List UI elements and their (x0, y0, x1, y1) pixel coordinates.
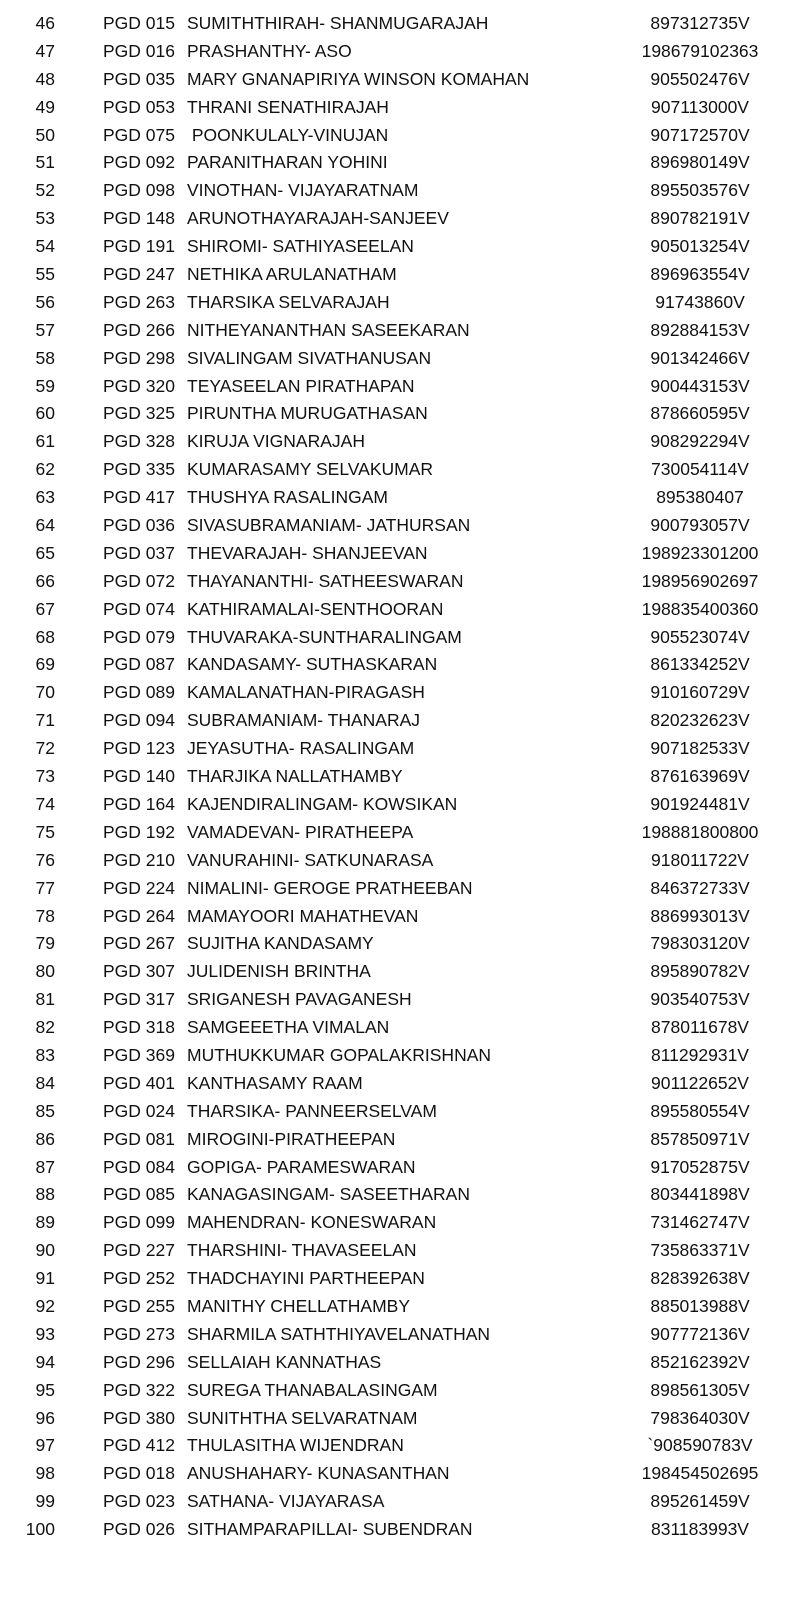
registration-code: PGD 084 (103, 1156, 175, 1177)
student-name: SIVALINGAM SIVATHANUSAN (187, 347, 432, 368)
student-name: THUVARAKA-SUNTHARALINGAM (187, 626, 462, 647)
nic-number: 901342466V (650, 347, 750, 368)
row-number: 47 (35, 40, 55, 61)
student-name: ANUSHAHARY- KUNASANTHAN (187, 1463, 450, 1484)
row-number: 86 (35, 1128, 55, 1149)
nic-number: 878660595V (650, 403, 750, 424)
registration-code: PGD 164 (103, 793, 175, 814)
row-number: 62 (35, 459, 55, 480)
row-number: 88 (35, 1184, 55, 1205)
student-name: SIVASUBRAMANIAM- JATHURSAN (187, 515, 471, 536)
registration-code: PGD 273 (103, 1323, 175, 1344)
nic-number: 897312735V (650, 13, 750, 33)
registration-code: PGD 266 (103, 319, 175, 340)
list-row (0, 903, 806, 931)
list-row (0, 289, 806, 317)
registration-code: PGD 099 (103, 1212, 175, 1233)
nic-number: 901924481V (650, 793, 750, 814)
nic-number: 895380407 (656, 487, 744, 508)
student-name: JEYASUTHA- RASALINGAM (187, 738, 415, 759)
nic-number: 900793057V (650, 515, 750, 536)
nic-number: 918011722V (651, 849, 749, 870)
registration-code: PGD 081 (103, 1128, 175, 1149)
row-number: 59 (35, 375, 55, 396)
nic-number: 895503576V (650, 180, 750, 201)
nic-number: 905013254V (650, 236, 750, 257)
student-name: POONKULALY-VINUJAN (187, 124, 389, 145)
nic-number: 886993013V (650, 905, 750, 926)
student-name: KIRUJA VIGNARAJAH (187, 431, 365, 452)
row-number: 52 (35, 180, 55, 201)
registration-code: PGD 192 (103, 821, 175, 842)
list-row (0, 1098, 806, 1126)
list-row (0, 317, 806, 345)
registration-code: PGD 140 (103, 766, 175, 787)
registration-code: PGD 026 (103, 1519, 175, 1540)
registration-code: PGD 098 (103, 180, 175, 201)
list-row (0, 958, 806, 986)
nic-number: 908292294V (650, 431, 750, 452)
registration-code: PGD 072 (103, 570, 175, 591)
row-number: 57 (35, 319, 55, 340)
registration-code: PGD 412 (103, 1435, 175, 1456)
student-name: SUNITHTHA SELVARATNAM (187, 1407, 418, 1428)
list-row (0, 261, 806, 289)
student-name: THARSHINI- THAVASEELAN (187, 1240, 417, 1261)
list-row (0, 177, 806, 205)
row-number: 48 (35, 68, 55, 89)
list-row (0, 1377, 806, 1405)
row-number: 66 (35, 570, 55, 591)
list-row (0, 735, 806, 763)
student-name: NIMALINI- GEROGE PRATHEEBAN (187, 877, 473, 898)
nic-number: 811292931V (651, 1044, 749, 1065)
row-number: 81 (35, 989, 55, 1010)
row-number: 51 (35, 152, 55, 173)
student-name: MIROGINI-PIRATHEEPAN (187, 1128, 396, 1149)
registration-code: PGD 335 (103, 459, 175, 480)
student-name: TEYASEELAN PIRATHAPAN (187, 375, 415, 396)
registration-code: PGD 328 (103, 431, 175, 452)
row-number: 61 (35, 431, 55, 452)
row-number: 98 (35, 1463, 55, 1484)
nic-number: 896980149V (650, 152, 750, 173)
list-row (0, 596, 806, 624)
row-number: 56 (35, 291, 55, 312)
list-row (0, 1321, 806, 1349)
list-row (0, 1432, 806, 1460)
list-row (0, 791, 806, 819)
row-number: 55 (35, 264, 55, 285)
registration-code: PGD 227 (103, 1240, 175, 1261)
student-name: ARUNOTHAYARAJAH-SANJEEV (187, 208, 449, 229)
registration-code: PGD 087 (103, 654, 175, 675)
row-number: 68 (35, 626, 55, 647)
nic-number: 798364030V (650, 1407, 750, 1428)
registration-code: PGD 053 (103, 96, 175, 117)
list-row (0, 373, 806, 401)
student-name: SUMITHTHIRAH- SHANMUGARAJAH (187, 13, 489, 33)
list-row (0, 122, 806, 150)
registration-code: PGD 092 (103, 152, 175, 173)
nic-number: 895580554V (650, 1100, 750, 1121)
row-number: 91 (35, 1268, 55, 1289)
list-row (0, 624, 806, 652)
row-number: 58 (35, 347, 55, 368)
registration-code: PGD 264 (103, 905, 175, 926)
nic-number: 735863371V (650, 1240, 750, 1261)
list-row (0, 1488, 806, 1516)
row-number: 94 (35, 1351, 55, 1372)
student-name: THARSIKA- PANNEERSELVAM (187, 1100, 437, 1121)
list-row (0, 1405, 806, 1433)
registration-code: PGD 317 (103, 989, 175, 1010)
row-number: 72 (35, 738, 55, 759)
student-name: SHARMILA SATHTHIYAVELANATHAN (187, 1323, 491, 1344)
list-row (0, 1349, 806, 1377)
nic-number: 907113000V (651, 96, 749, 117)
nic-number: 846372733V (650, 877, 750, 898)
student-name: SATHANA- VIJAYARASA (187, 1491, 385, 1512)
student-name: PARANITHARAN YOHINI (187, 152, 388, 173)
list-row (0, 1460, 806, 1488)
row-number: 70 (35, 682, 55, 703)
student-name: THAYANANTHI- SATHEESWARAN (187, 570, 464, 591)
registration-code: PGD 401 (103, 1072, 175, 1093)
student-name: THULASITHA WIJENDRAN (187, 1435, 404, 1456)
student-name: NITHEYANANTHAN SASEEKARAN (187, 319, 470, 340)
list-row (0, 875, 806, 903)
row-number: 46 (35, 13, 55, 33)
row-number: 79 (35, 933, 55, 954)
nic-number: 861334252V (650, 654, 750, 675)
nic-number: 917052875V (650, 1156, 750, 1177)
row-number: 84 (35, 1072, 55, 1093)
row-number: 90 (35, 1240, 55, 1261)
student-name: THARJIKA NALLATHAMBY (187, 766, 403, 787)
student-name: SHIROMI- SATHIYASEELAN (187, 236, 414, 257)
row-number: 83 (35, 1044, 55, 1065)
list-row (0, 763, 806, 791)
registration-code: PGD 036 (103, 515, 175, 536)
student-name: KANTHASAMY RAAM (187, 1072, 363, 1093)
row-number: 54 (35, 236, 55, 257)
list-row (0, 512, 806, 540)
student-name: THRANI SENATHIRAJAH (187, 96, 389, 117)
nic-number: 198956902697 (641, 570, 759, 591)
student-name: KANAGASINGAM- SASEETHARAN (187, 1184, 470, 1205)
row-number: 63 (35, 487, 55, 508)
row-number: 78 (35, 905, 55, 926)
nic-number: 798303120V (650, 933, 750, 954)
nic-number: 905523074V (650, 626, 750, 647)
list-row (0, 149, 806, 177)
row-number: 76 (35, 849, 55, 870)
registration-code: PGD 325 (103, 403, 175, 424)
student-name: MAMAYOORI MAHATHEVAN (187, 905, 419, 926)
student-name: GOPIGA- PARAMESWARAN (187, 1156, 416, 1177)
list-row (0, 1070, 806, 1098)
list-row (0, 568, 806, 596)
nic-number: 907772136V (650, 1323, 750, 1344)
list-row (0, 10, 806, 38)
student-name: NETHIKA ARULANATHAM (187, 264, 397, 285)
list-row (0, 345, 806, 373)
list-row (0, 930, 806, 958)
nic-number: 885013988V (650, 1295, 750, 1316)
nic-number: 198881800800 (641, 821, 759, 842)
student-name: SRIGANESH PAVAGANESH (187, 989, 412, 1010)
student-name: KUMARASAMY SELVAKUMAR (187, 459, 434, 480)
nic-number: 820232623V (650, 710, 750, 731)
student-name: KAJENDIRALINGAM- KOWSIKAN (187, 793, 458, 814)
nic-number: 907182533V (650, 738, 750, 759)
nic-number: 831183993V (651, 1519, 749, 1540)
nic-number: 890782191V (650, 208, 750, 229)
nic-number: 198835400360 (641, 598, 759, 619)
registration-code: PGD 024 (103, 1100, 175, 1121)
nic-number: 905502476V (650, 68, 750, 89)
nic-number: 898561305V (650, 1379, 750, 1400)
student-name: SAMGEEETHA VIMALAN (187, 1017, 390, 1038)
row-number: 89 (35, 1212, 55, 1233)
registration-code: PGD 037 (103, 542, 175, 563)
row-number: 64 (35, 515, 55, 536)
registration-code: PGD 035 (103, 68, 175, 89)
nic-number: 878011678V (651, 1017, 749, 1038)
nic-number: 876163969V (650, 766, 750, 787)
nic-number: 730054114V (651, 459, 749, 480)
nic-number: 803441898V (650, 1184, 750, 1205)
nic-number: 198454502695 (641, 1463, 759, 1484)
row-number: 97 (35, 1435, 55, 1456)
student-name: SUBRAMANIAM- THANARAJ (187, 710, 421, 731)
nic-number: 895890782V (650, 961, 750, 982)
student-name: VINOTHAN- VIJAYARATNAM (187, 180, 419, 201)
list-row (0, 94, 806, 122)
list-row (0, 1042, 806, 1070)
student-name: MANITHY CHELLATHAMBY (187, 1295, 411, 1316)
registration-code: PGD 085 (103, 1184, 175, 1205)
row-number: 95 (35, 1379, 55, 1400)
registration-code: PGD 023 (103, 1491, 175, 1512)
registration-code: PGD 298 (103, 347, 175, 368)
registration-code: PGD 296 (103, 1351, 175, 1372)
list-row (0, 1265, 806, 1293)
student-name: THUSHYA RASALINGAM (187, 487, 388, 508)
row-number: 77 (35, 877, 55, 898)
list-row (0, 540, 806, 568)
list-row (0, 1014, 806, 1042)
student-name: SUREGA THANABALASINGAM (187, 1379, 438, 1400)
row-number: 87 (35, 1156, 55, 1177)
list-row (0, 707, 806, 735)
row-number: 73 (35, 766, 55, 787)
student-name: MUTHUKKUMAR GOPALAKRISHNAN (187, 1044, 492, 1065)
nic-number: 903540753V (650, 989, 750, 1010)
student-name: MAHENDRAN- KONESWARAN (187, 1212, 437, 1233)
registration-code: PGD 210 (103, 849, 175, 870)
row-number: 80 (35, 961, 55, 982)
list-row (0, 1516, 806, 1544)
registration-code: PGD 417 (103, 487, 175, 508)
student-name: SELLAIAH KANNATHAS (187, 1351, 382, 1372)
row-number: 49 (35, 96, 55, 117)
registration-code: PGD 320 (103, 375, 175, 396)
registration-code: PGD 318 (103, 1017, 175, 1038)
registration-code: PGD 252 (103, 1268, 175, 1289)
nic-number: 198923301200 (641, 542, 759, 563)
row-number: 53 (35, 208, 55, 229)
list-row (0, 847, 806, 875)
row-number: 71 (35, 710, 55, 731)
row-number: 93 (35, 1323, 55, 1344)
student-name: PIRUNTHA MURUGATHASAN (187, 403, 428, 424)
nic-number: 852162392V (650, 1351, 750, 1372)
student-name: THARSIKA SELVARAJAH (187, 291, 390, 312)
registration-code: PGD 015 (103, 13, 175, 33)
row-number: 74 (35, 793, 55, 814)
nic-number: 892884153V (650, 319, 750, 340)
registration-code: PGD 075 (103, 124, 175, 145)
row-number: 50 (35, 124, 55, 145)
list-row (0, 679, 806, 707)
list-row (0, 819, 806, 847)
student-name: KAMALANATHAN-PIRAGASH (187, 682, 425, 703)
student-name: KATHIRAMALAI-SENTHOORAN (187, 598, 444, 619)
registration-code: PGD 380 (103, 1407, 175, 1428)
registration-code: PGD 263 (103, 291, 175, 312)
nic-number: 828392638V (650, 1268, 750, 1289)
registration-code: PGD 016 (103, 40, 175, 61)
nic-number: 907172570V (650, 124, 750, 145)
list-row (0, 400, 806, 428)
nic-number: 901122652V (651, 1072, 749, 1093)
student-name: THEVARAJAH- SHANJEEVAN (187, 542, 428, 563)
registration-code: PGD 148 (103, 208, 175, 229)
registration-code: PGD 018 (103, 1463, 175, 1484)
nic-number: `908590783V (647, 1435, 753, 1456)
list-row (0, 1126, 806, 1154)
nic-number: 896963554V (650, 264, 750, 285)
student-name: JULIDENISH BRINTHA (187, 961, 371, 982)
registration-code: PGD 191 (103, 236, 175, 257)
registration-code: PGD 074 (103, 598, 175, 619)
row-number: 92 (35, 1295, 55, 1316)
registration-code: PGD 255 (103, 1295, 175, 1316)
registration-code: PGD 123 (103, 738, 175, 759)
registration-code: PGD 267 (103, 933, 175, 954)
row-number: 69 (35, 654, 55, 675)
student-list (0, 10, 806, 1544)
row-number: 99 (35, 1491, 55, 1512)
list-row (0, 1154, 806, 1182)
student-name: VAMADEVAN- PIRATHEEPA (187, 821, 414, 842)
row-number: 96 (35, 1407, 55, 1428)
registration-code: PGD 369 (103, 1044, 175, 1065)
nic-number: 910160729V (650, 682, 750, 703)
registration-code: PGD 224 (103, 877, 175, 898)
list-row (0, 1293, 806, 1321)
list-row (0, 1181, 806, 1209)
list-row (0, 66, 806, 94)
student-name: KANDASAMY- SUTHASKARAN (187, 654, 438, 675)
nic-number: 857850971V (650, 1128, 750, 1149)
list-row (0, 205, 806, 233)
row-number: 100 (25, 1519, 55, 1540)
list-row (0, 651, 806, 679)
list-row (0, 428, 806, 456)
registration-code: PGD 322 (103, 1379, 175, 1400)
list-row (0, 456, 806, 484)
list-row (0, 38, 806, 66)
registration-code: PGD 307 (103, 961, 175, 982)
list-row (0, 484, 806, 512)
list-row (0, 233, 806, 261)
nic-number: 91743860V (655, 291, 745, 312)
registration-code: PGD 089 (103, 682, 175, 703)
list-row (0, 1209, 806, 1237)
nic-number: 731462747V (650, 1212, 750, 1233)
student-name: PRASHANTHY- ASO (187, 40, 352, 61)
registration-code: PGD 079 (103, 626, 175, 647)
list-row (0, 986, 806, 1014)
student-name: THADCHAYINI PARTHEEPAN (187, 1268, 425, 1289)
row-number: 67 (35, 598, 55, 619)
row-number: 85 (35, 1100, 55, 1121)
row-number: 65 (35, 542, 55, 563)
student-name: SUJITHA KANDASAMY (187, 933, 374, 954)
row-number: 60 (35, 403, 55, 424)
nic-number: 198679102363 (641, 40, 759, 61)
student-name: VANURAHINI- SATKUNARASA (187, 849, 434, 870)
registration-code: PGD 094 (103, 710, 175, 731)
list-row (0, 1237, 806, 1265)
row-number: 82 (35, 1017, 55, 1038)
nic-number: 895261459V (650, 1491, 750, 1512)
registration-code: PGD 247 (103, 264, 175, 285)
student-name: SITHAMPARAPILLAI- SUBENDRAN (187, 1519, 473, 1540)
row-number: 75 (35, 821, 55, 842)
nic-number: 900443153V (650, 375, 750, 396)
student-name: MARY GNANAPIRIYA WINSON KOMAHAN (187, 68, 530, 89)
